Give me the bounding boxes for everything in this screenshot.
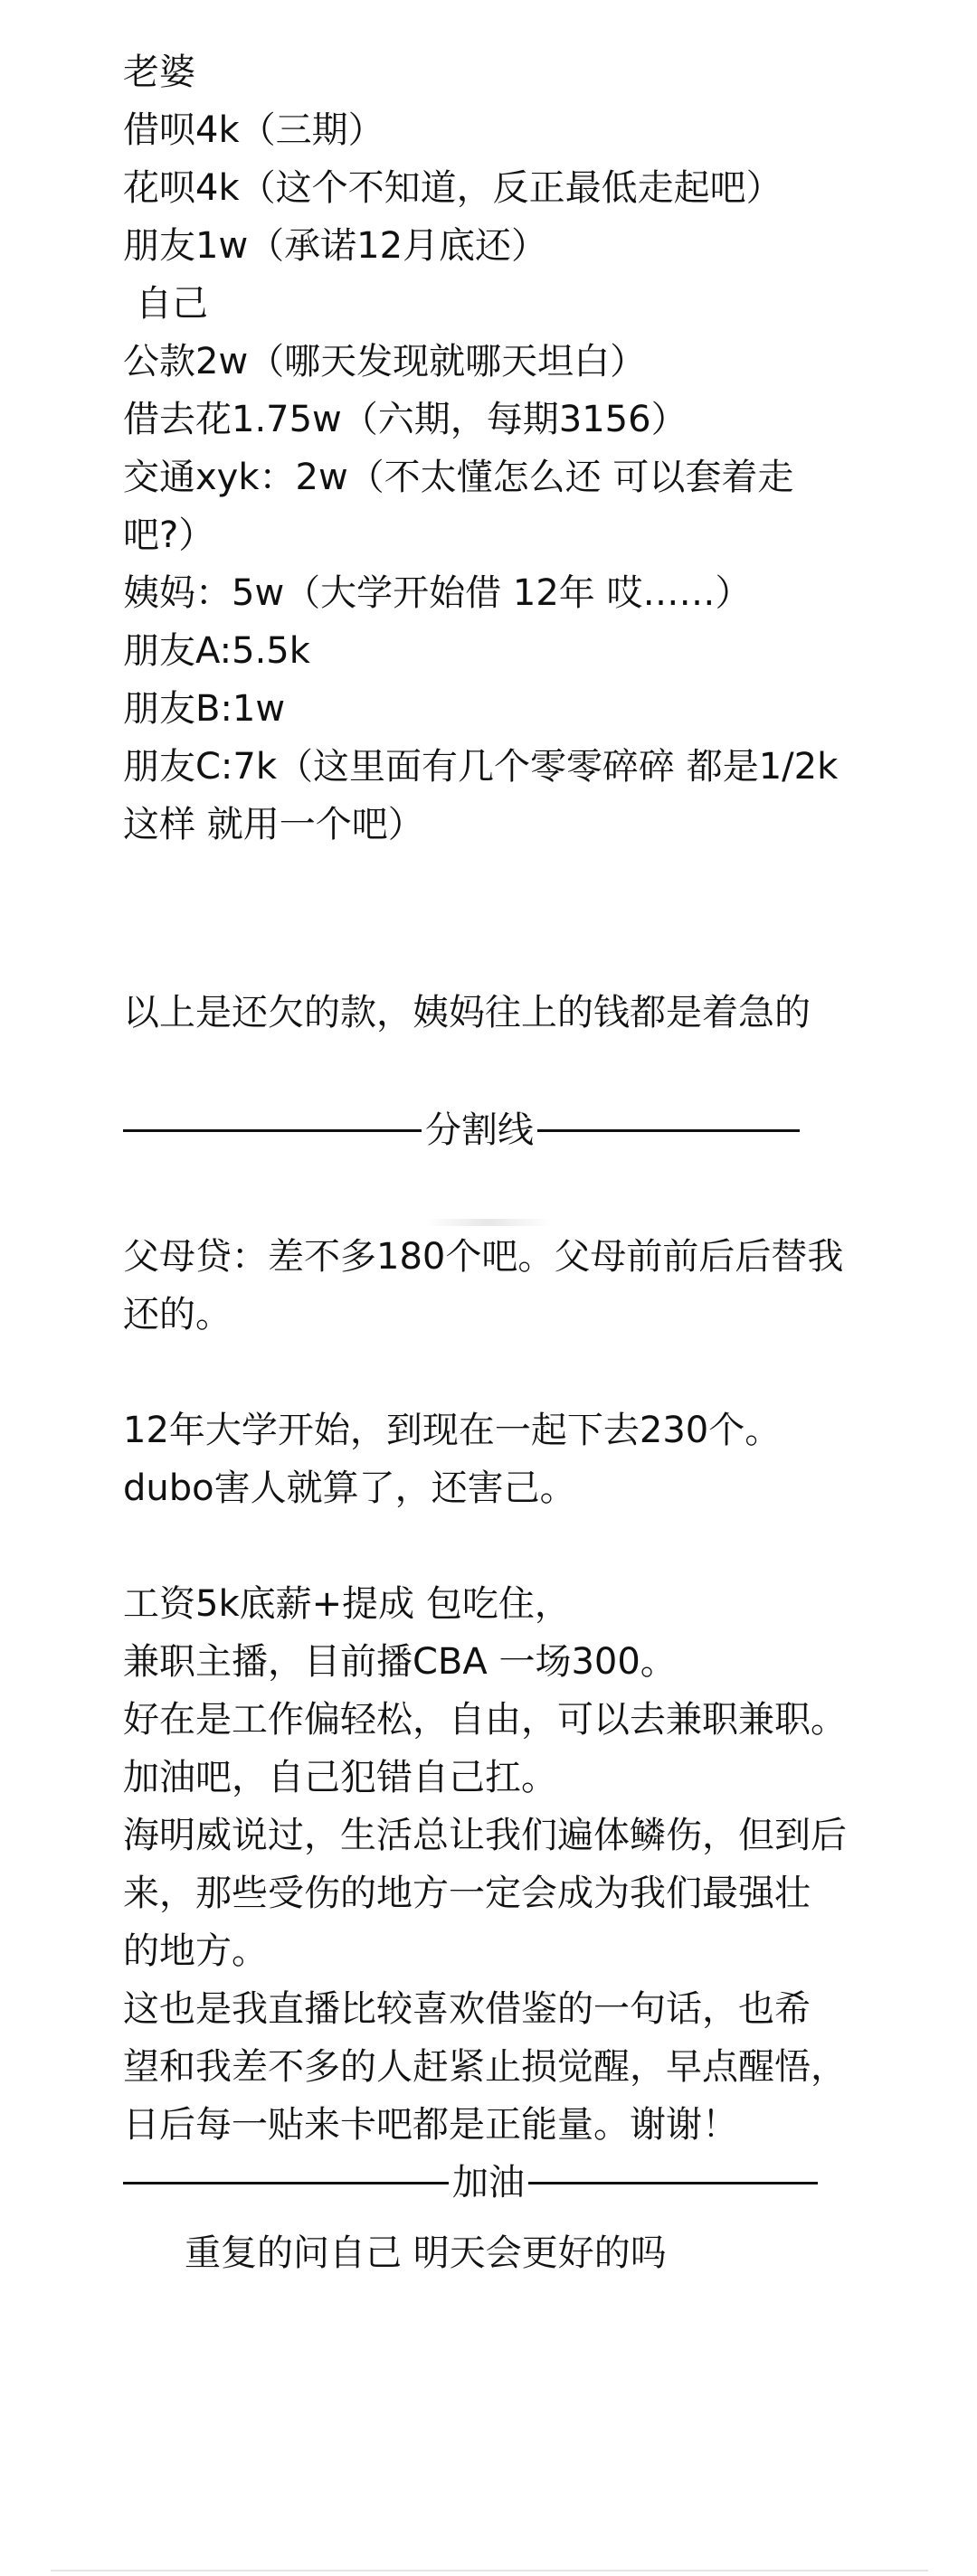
divider-label: 分割线 <box>425 1109 534 1151</box>
story-line: 海明威说过，生活总让我们遍体鳞伤，但到后 <box>123 1815 847 1856</box>
divider-section <box>123 1109 800 1152</box>
debt-item: 花呗4k（这个不知道，反正最低走起吧） <box>123 167 783 209</box>
debt-item: 交通xyk：2w（不太懂怎么还 可以套着走 <box>123 457 794 498</box>
debt-item: 朋友1w（承诺12月底还） <box>123 225 548 267</box>
debt-item: 借呗4k（三期） <box>123 109 384 151</box>
story-line: 工资5k底薪+提成 包吃住， <box>123 1583 571 1625</box>
story-line: 父母贷：差不多180个吧。父母前前后后替我 <box>123 1236 844 1278</box>
closing-line: 重复的问自己 明天会更好的吗 <box>185 2232 667 2274</box>
story-line: 还的。 <box>123 1294 232 1335</box>
divider-rule-right <box>537 1129 800 1132</box>
wife-heading: 老婆 <box>123 52 195 93</box>
story-line: 日后每一贴来卡吧都是正能量。谢谢！ <box>123 2104 738 2146</box>
debt-item: 借去花1.75w（六期，每期3156） <box>123 399 688 440</box>
divider-label: 加油 <box>452 2162 525 2203</box>
debt-item: 朋友A:5.5k <box>123 630 310 672</box>
divider-rule-left <box>123 2182 449 2184</box>
story-line: dubo害人就算了，还害己。 <box>123 1467 576 1509</box>
debt-item: 姨妈：5w（大学开始借 12年 哎……） <box>123 572 752 614</box>
debt-item: 公款2w（哪天发现就哪天坦白） <box>123 341 647 382</box>
debt-item-continued: 这样 就用一个吧） <box>123 804 424 845</box>
story-line: 兼职主播，目前播CBA 一场300。 <box>123 1641 677 1683</box>
divider-section <box>123 2161 818 2204</box>
faint-watermark-mark <box>425 1219 552 1226</box>
story-line: 望和我差不多的人赶紧止损觉醒，早点醒悟， <box>123 2046 847 2088</box>
divider-rule-right <box>528 2182 818 2184</box>
self-heading: 自己 <box>136 283 208 325</box>
page-bottom-border <box>51 2570 928 2571</box>
divider-rule-left <box>123 1129 422 1132</box>
story-line: 的地方。 <box>123 1930 268 1972</box>
story-line: 加油吧，自己犯错自己扛。 <box>123 1757 557 1798</box>
story-line: 好在是工作偏轻松，自由，可以去兼职兼职。 <box>123 1699 847 1741</box>
story-line: 12年大学开始，到现在一起下去230个。 <box>123 1410 782 1451</box>
debt-item: 朋友C:7k（这里面有几个零零碎碎 都是1/2k <box>123 746 839 788</box>
debt-item-continued: 吧?） <box>123 514 215 556</box>
debt-summary: 以上是还欠的款，姨妈往上的钱都是着急的 <box>123 992 811 1033</box>
story-line: 来，那些受伤的地方一定会成为我们最强壮 <box>123 1873 811 1914</box>
debt-item: 朋友B:1w <box>123 688 286 730</box>
story-line: 这也是我直播比较喜欢借鉴的一句话，也希 <box>123 1988 811 2030</box>
